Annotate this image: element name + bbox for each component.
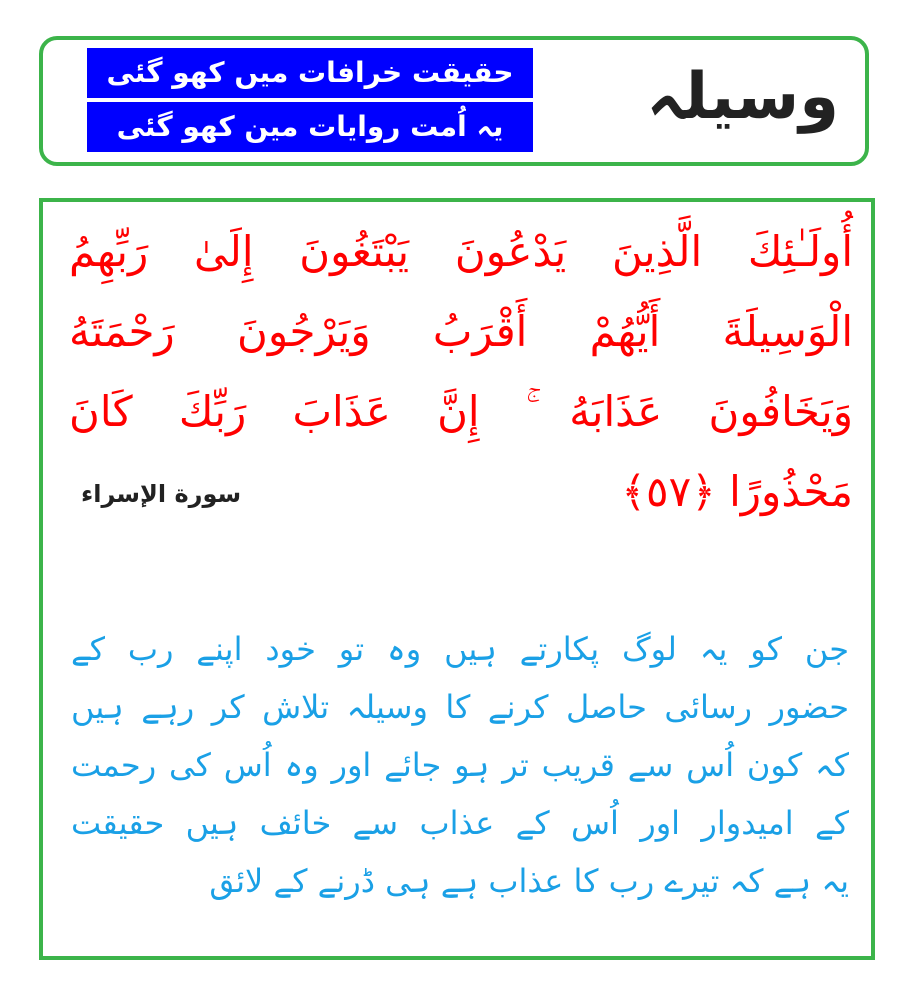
header-panel bbox=[39, 36, 869, 166]
verse-line-1: أُولَـٰئِكَ الَّذِينَ يَدْعُونَ يَبْتَغُونَ إِلَىٰ رَبِّهِمُ bbox=[69, 227, 853, 276]
verse-line-2: الْوَسِيلَةَ أَيُّهُمْ أَقْرَبُ وَيَرْجُونَ رَحْمَتَهُ bbox=[69, 307, 853, 356]
subtitle-line-2: یہ اُمت روایات مین کھو گئی bbox=[87, 102, 533, 152]
subtitle-line-1: حقیقت خرافات میں کھو گئی bbox=[87, 48, 533, 98]
translation-line-1: جن کو یہ لوگ پکارتے ہیں وہ تو خود اپنے رب کے bbox=[71, 630, 849, 668]
surah-reference: سورة الإسراء bbox=[81, 480, 242, 508]
verse-line-4: مَحْذُورًا ﴿٥٧﴾ bbox=[621, 467, 853, 516]
translation-line-3: کہ کون اُس سے قریب تر ہو جائے اور وہ اُس کی رحمت bbox=[71, 746, 849, 784]
translation-line-5: یہ ہے کہ تیرے رب کا عذاب ہے ہی ڈرنے کے لائق bbox=[209, 862, 849, 900]
page-title: وسیلہ bbox=[646, 60, 839, 134]
translation-line-4: کے امیدوار اور اُس کے عذاب سے خائف ہیں حقیقت bbox=[71, 804, 849, 842]
content-panel bbox=[39, 198, 875, 960]
verse-line-3: وَيَخَافُونَ عَذَابَهُ ۚ إِنَّ عَذَابَ رَبِّكَ كَانَ bbox=[69, 387, 853, 436]
urdu-translation bbox=[71, 620, 849, 910]
translation-line-2: حضور رسائی حاصل کرنے کا وسیلہ تلاش کر رہے ہیں bbox=[71, 688, 849, 726]
subtitle-block bbox=[87, 48, 533, 156]
